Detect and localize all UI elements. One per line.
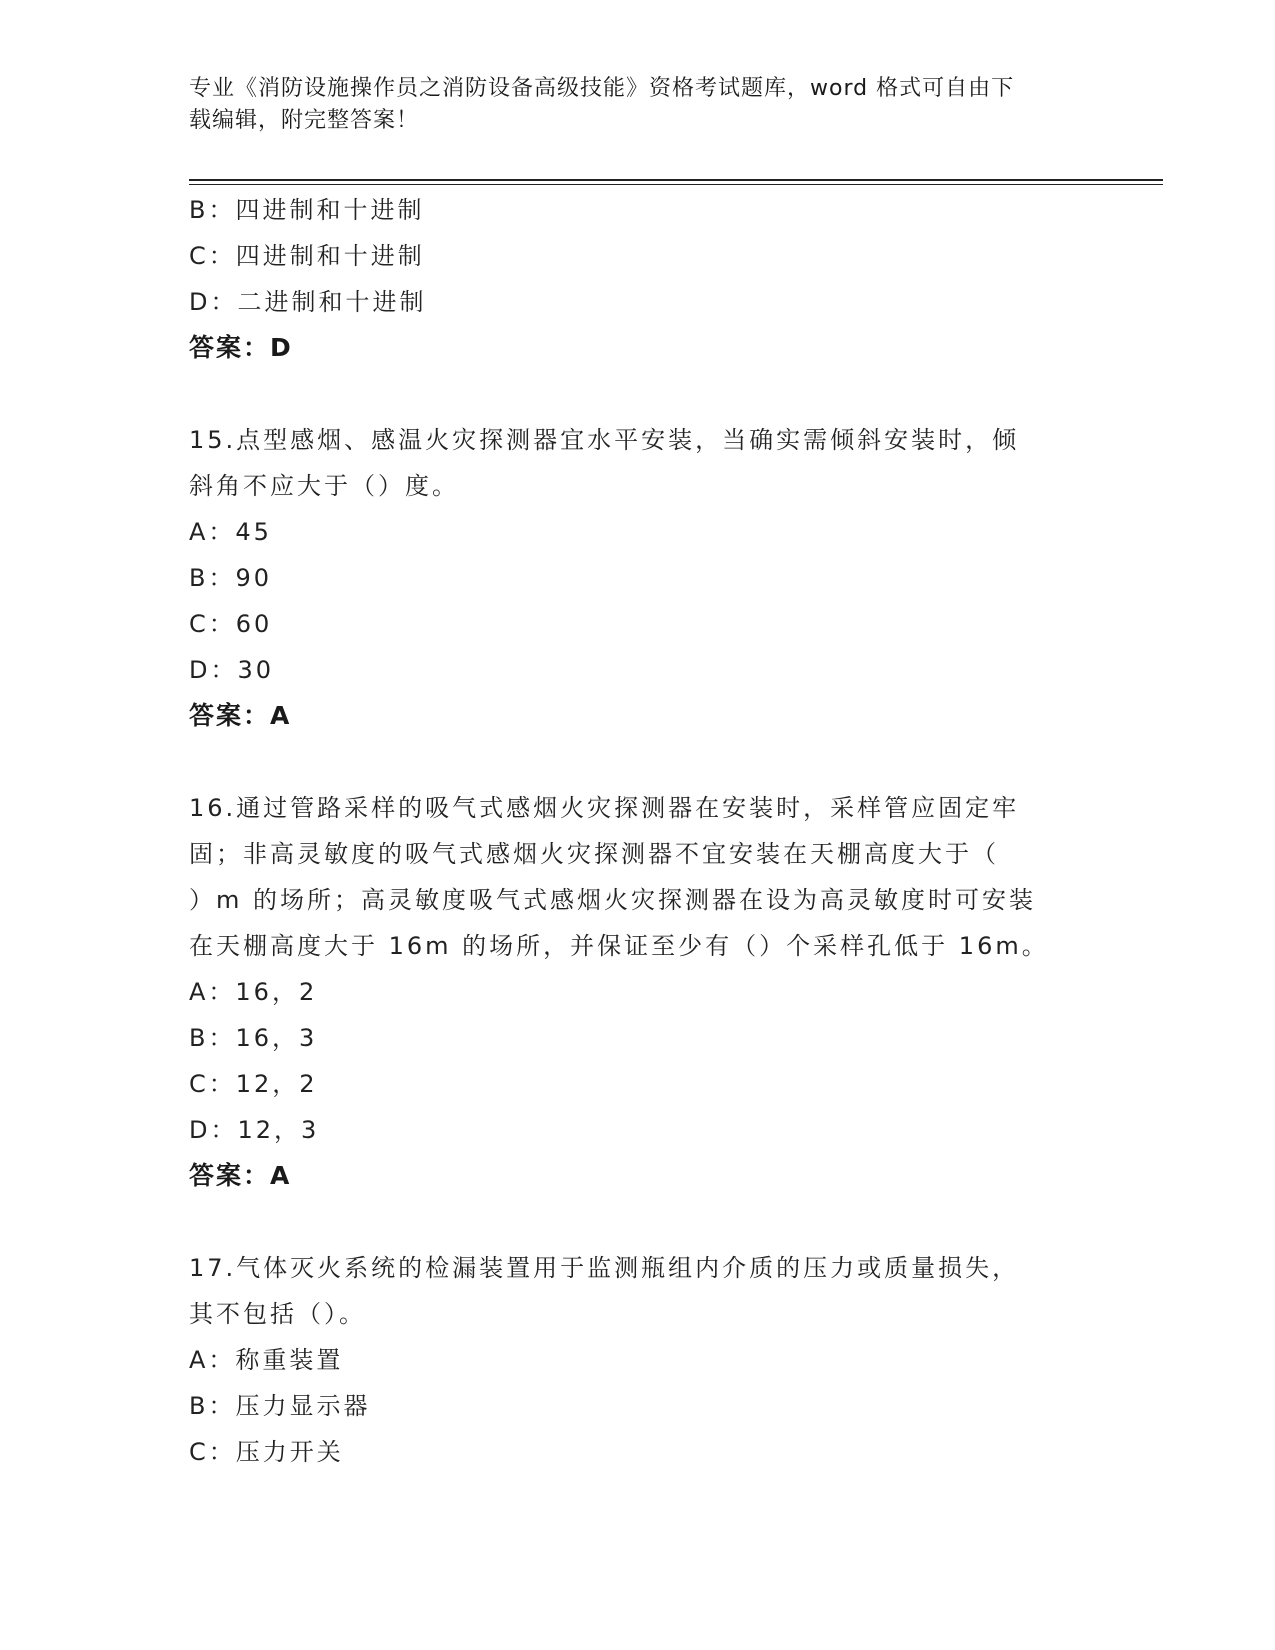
question-text-line: 其不包括（）。 xyxy=(189,1300,366,1328)
question-text-line: 固；非高灵敏度的吸气式感烟火灾探测器不宜安装在天棚高度大于（ xyxy=(189,840,999,868)
option-d: D：12，3 xyxy=(189,1116,320,1144)
option-b: B：四进制和十进制 xyxy=(189,196,425,224)
question-17 xyxy=(189,1245,1089,1475)
question-16 xyxy=(189,785,1089,1199)
spacer xyxy=(189,371,1089,417)
header-line-1: 专业《消防设施操作员之消防设备高级技能》资格考试题库，word 格式可自由下 xyxy=(189,76,1015,101)
option-c: C：压力开关 xyxy=(189,1438,344,1466)
option-c: C：60 xyxy=(189,610,273,638)
option-b: B：16，3 xyxy=(189,1024,318,1052)
header-divider-thick xyxy=(189,179,1163,181)
answer-label: 答案：A xyxy=(189,1161,292,1190)
header-line-2: 载编辑，附完整答案！ xyxy=(189,108,420,133)
option-a: A：称重装置 xyxy=(189,1346,344,1374)
header-divider-thin xyxy=(189,184,1163,185)
option-a: A：16，2 xyxy=(189,978,318,1006)
question-text-line: 17.气体灭火系统的检漏装置用于监测瓶组内介质的压力或质量损失， xyxy=(189,1254,1020,1282)
question-text-line: 15.点型感烟、感温火灾探测器宜水平安装，当确实需倾斜安装时，倾 xyxy=(189,426,1020,454)
question-text-line: 16.通过管路采样的吸气式感烟火灾探测器在安装时，采样管应固定牢 xyxy=(189,794,1020,822)
question-list xyxy=(189,187,1089,1475)
question-14-tail xyxy=(189,187,1089,371)
spacer xyxy=(189,739,1089,785)
option-c: C：12，2 xyxy=(189,1070,318,1098)
option-d: D：30 xyxy=(189,656,275,684)
spacer xyxy=(189,1199,1089,1245)
question-text-line: 斜角不应大于（）度。 xyxy=(189,472,459,500)
option-b: B：90 xyxy=(189,564,273,592)
question-text-line: 在天棚高度大于 16m 的场所，并保证至少有（）个采样孔低于 16m。 xyxy=(189,932,1049,960)
question-text-line: ）m 的场所；高灵敏度吸气式感烟火灾探测器在设为高灵敏度时可安装 xyxy=(189,886,1037,914)
question-15 xyxy=(189,417,1089,739)
option-d: D：二进制和十进制 xyxy=(189,288,427,316)
option-a: A：45 xyxy=(189,518,272,546)
option-c: C：四进制和十进制 xyxy=(189,242,425,270)
document-header xyxy=(189,73,1089,137)
answer-label: 答案：A xyxy=(189,701,292,730)
answer-label: 答案：D xyxy=(189,333,293,362)
option-b: B：压力显示器 xyxy=(189,1392,371,1420)
